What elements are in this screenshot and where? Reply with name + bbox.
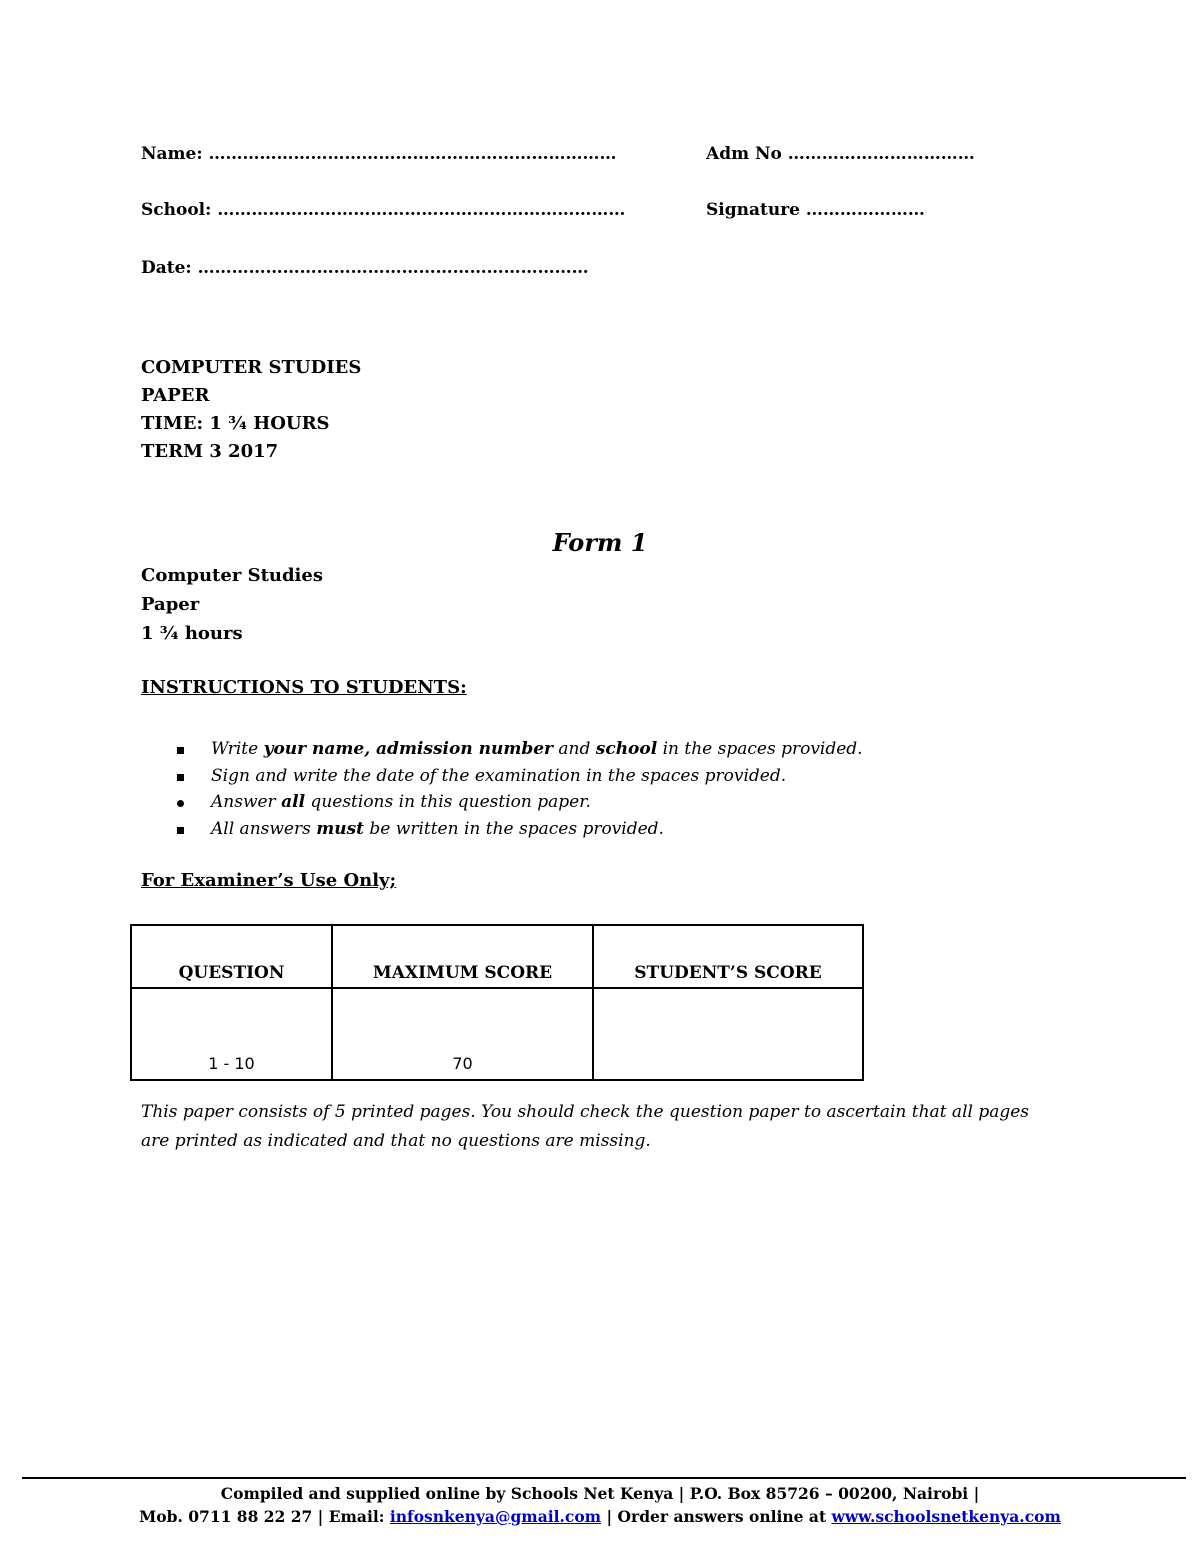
- instructions-list: [175, 736, 863, 842]
- sub-header-paper: Paper: [141, 594, 200, 615]
- header-paper: PAPER: [141, 385, 210, 406]
- instruction-item: All answers must be written in the spaces provided.: [175, 816, 863, 843]
- form-title: Form 1: [552, 528, 648, 557]
- school-field: School: ………………………………………………………………: [141, 200, 626, 220]
- instruction-item: Answer all questions in this question paper.: [175, 789, 863, 816]
- instruction-item: Write your name, admission number and school in the spaces provided.: [175, 736, 863, 763]
- name-field: Name: ………………………………………………………………: [141, 144, 617, 164]
- table-row: [131, 988, 863, 1080]
- bullet-icon: [177, 827, 184, 834]
- column-header: STUDENT’S SCORE: [593, 925, 863, 988]
- column-header: QUESTION: [131, 925, 332, 988]
- sub-header-subject: Computer Studies: [141, 565, 323, 586]
- date-field: Date: ……………………………………………………………: [141, 258, 589, 278]
- max-score-cell: 70: [332, 988, 593, 1080]
- instruction-item: Sign and write the date of the examination in the spaces provided.: [175, 763, 863, 790]
- email-link[interactable]: infosnkenya@gmail.com: [389, 1507, 602, 1526]
- footer-line-2: Mob. 0711 88 22 27 | Email: infosnkenya@gmail.com | Order answers online at www.schoolsnetkenya.com: [139, 1507, 1061, 1526]
- question-range-cell: 1 - 10: [131, 988, 332, 1080]
- header-time: TIME: 1 ¾ HOURS: [141, 413, 330, 434]
- bullet-icon: [177, 747, 184, 754]
- bullet-icon: [177, 774, 184, 781]
- header-block: [141, 354, 361, 466]
- footer-divider: [22, 1477, 1186, 1479]
- page-count-note: This paper consists of 5 printed pages. You should check the question paper to ascertain that all pages are printed as indicated and that no questions are missing.: [141, 1102, 1030, 1151]
- adm-no-field: Adm No ……………………………: [706, 144, 975, 164]
- instructions-heading: INSTRUCTIONS TO STUDENTS:: [141, 677, 467, 698]
- footer-line-1: Compiled and supplied online by Schools Net Kenya | P.O. Box 85726 – 00200, Nairobi |: [220, 1484, 980, 1503]
- sub-header-block: [141, 561, 323, 648]
- header-term: TERM 3 2017: [141, 441, 279, 462]
- table-header-row: [131, 925, 863, 988]
- column-header: MAXIMUM SCORE: [332, 925, 593, 988]
- website-link[interactable]: www.schoolsnetkenya.com: [831, 1507, 1061, 1526]
- header-subject: COMPUTER STUDIES: [141, 357, 362, 378]
- student-score-cell: [593, 988, 863, 1080]
- bullet-icon: [177, 800, 184, 807]
- sub-header-duration: 1 ¾ hours: [141, 623, 243, 644]
- examiner-score-table: [130, 924, 864, 1081]
- signature-field: Signature …………………: [706, 200, 925, 220]
- examiner-heading: For Examiner’s Use Only;: [141, 870, 397, 891]
